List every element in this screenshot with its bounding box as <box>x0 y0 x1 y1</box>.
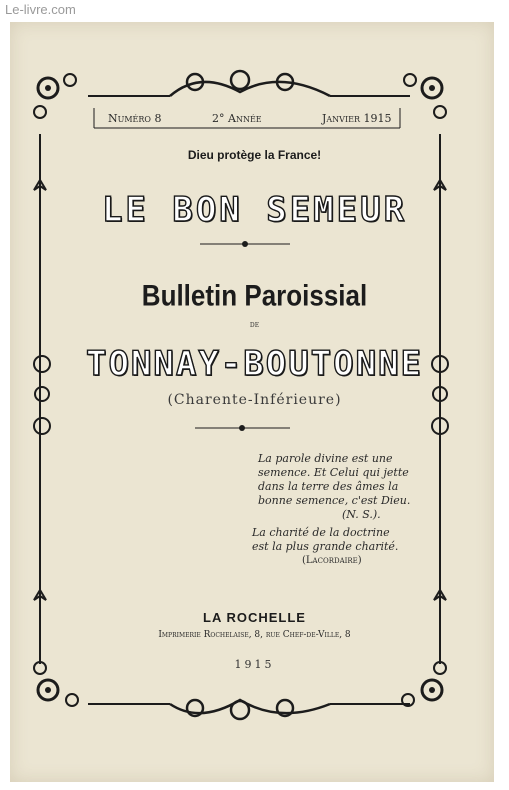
issue-year: 2° Année <box>212 112 262 125</box>
issue-number: Numéro 8 <box>108 112 162 125</box>
publication-year: 1915 <box>234 658 275 671</box>
quote-attribution: (N. S.). <box>342 508 381 521</box>
issue-date: Janvier 1915 <box>322 112 392 125</box>
preposition: de <box>249 320 260 329</box>
town-name: TONNAY-BOUTONNE <box>85 344 424 384</box>
watermark: Le-livre.com <box>5 2 76 17</box>
bulletin-subtitle: Bulletin Paroissial <box>141 277 368 313</box>
quote-line: semence. Et Celui qui jette <box>258 466 409 479</box>
motto: Dieu protège la France! <box>187 148 322 162</box>
quote-line: La parole divine est une <box>258 452 393 465</box>
city-name: LA ROCHELLE <box>203 610 306 625</box>
quote-attribution: (Lacordaire) <box>302 555 362 566</box>
printer-address: Imprimerie Rochelaise, 8, rue Chef-de-Ville, 8 <box>158 630 351 640</box>
bulletin-title: LE BON SEMEUR <box>101 190 408 230</box>
quote-line: La charité de la doctrine <box>252 526 390 539</box>
quote-lacordaire <box>252 526 398 568</box>
quote-line: bonne semence, c'est Dieu. <box>258 494 411 507</box>
quote-line: dans la terre des âmes la <box>258 480 399 493</box>
quote-line: est la plus grande charité. <box>252 540 399 553</box>
quote-scripture <box>258 452 410 522</box>
region-name: (Charente-Inférieure) <box>167 392 342 408</box>
